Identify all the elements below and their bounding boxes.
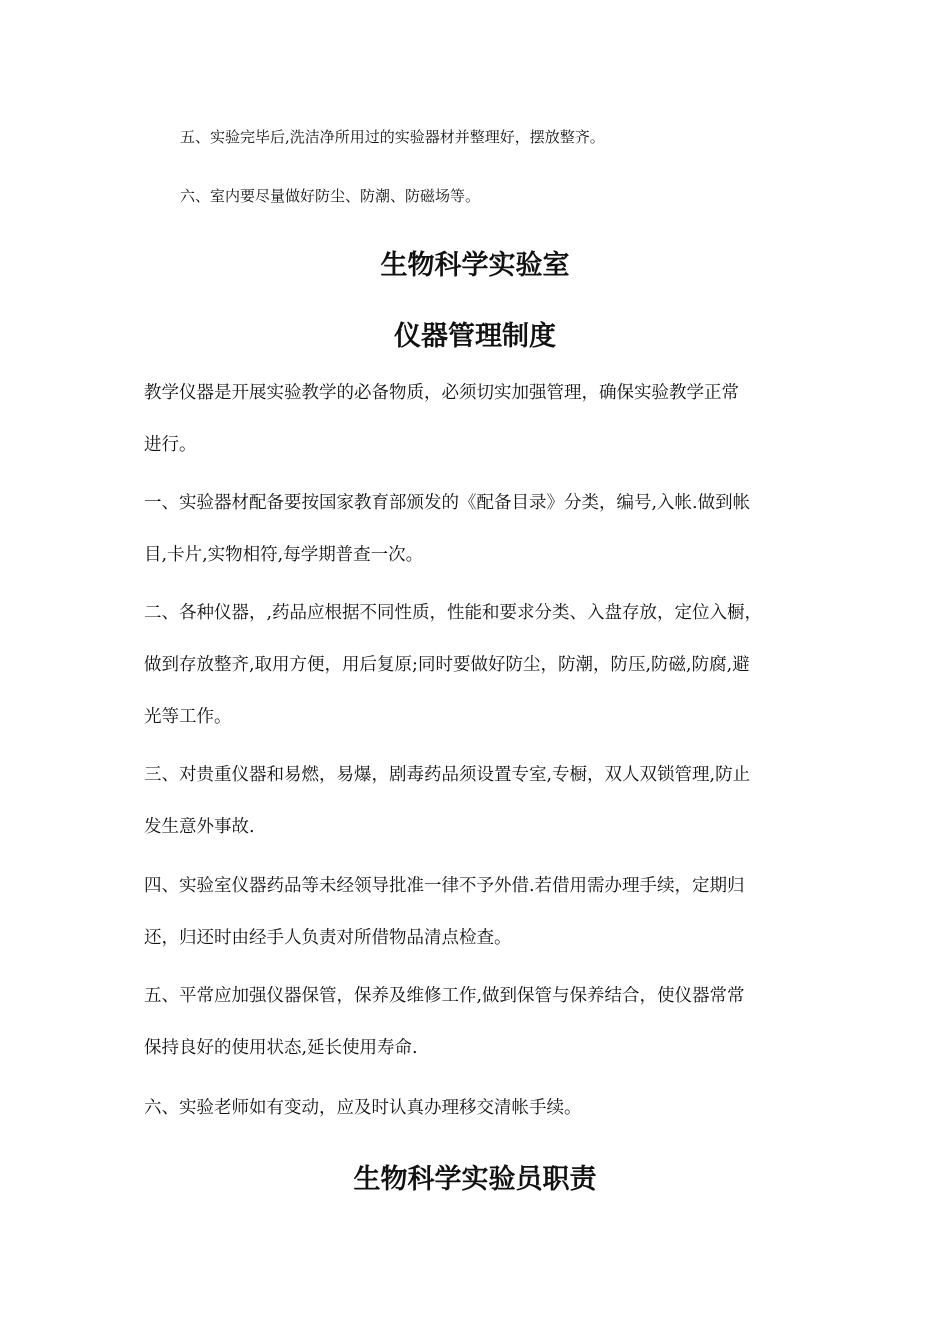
rule-1-line2: 目,卡片,实物相符,每学期普查一次。 (144, 545, 424, 565)
rule-2-line1: 二、各种仪器，,药品应根据不同性质，性能和要求分类、入盘存放，定位入橱， (144, 603, 763, 623)
rule-1-line1: 一、实验器材配备要按国家教育部颁发的《配备目录》分类，编号,入帐.做到帐 (144, 493, 751, 513)
prev-rule-5: 五、实验完毕后,洗洁净所用过的实验器材并整理好，摆放整齐。 (180, 128, 605, 146)
rule-4-line2: 还，归还时由经手人负责对所借物品清点检查。 (144, 928, 512, 948)
rule-4-line1: 四、实验室仪器药品等未经领导批准一律不予外借.若借用需办理手续，定期归 (144, 876, 745, 896)
rule-6-line1: 六、实验老师如有变动，应及时认真办理移交清帐手续。 (144, 1098, 582, 1118)
intro-paragraph-line1: 教学仪器是开展实验教学的必备物质，必须切实加强管理，确保实验教学正常 (144, 383, 739, 403)
rule-5-line2: 保持良好的使用状态,延长使用寿命. (144, 1038, 418, 1058)
rule-3-line2: 发生意外事故. (144, 817, 255, 837)
intro-paragraph-line2: 进行。 (144, 435, 197, 455)
rule-3-line1: 三、对贵重仪器和易燃，易爆，剧毒药品须设置专室,专橱，双人双锁管理,防止 (144, 765, 751, 785)
section-title-line2: 仪器管理制度 (394, 321, 556, 352)
rule-2-line2: 做到存放整齐,取用方便，用后复原;同时要做好防尘，防潮，防压,防磁,防腐,避 (144, 655, 750, 675)
prev-rule-6: 六、室内要尽量做好防尘、防潮、防磁场等。 (180, 187, 481, 205)
next-section-title: 生物科学实验员职责 (353, 1164, 597, 1195)
rule-2-line3: 光等工作。 (144, 707, 232, 727)
rule-5-line1: 五、平常应加强仪器保管，保养及维修工作,做到保管与保养结合，使仪器常常 (144, 986, 745, 1006)
section-title-line1: 生物科学实验室 (380, 250, 570, 281)
